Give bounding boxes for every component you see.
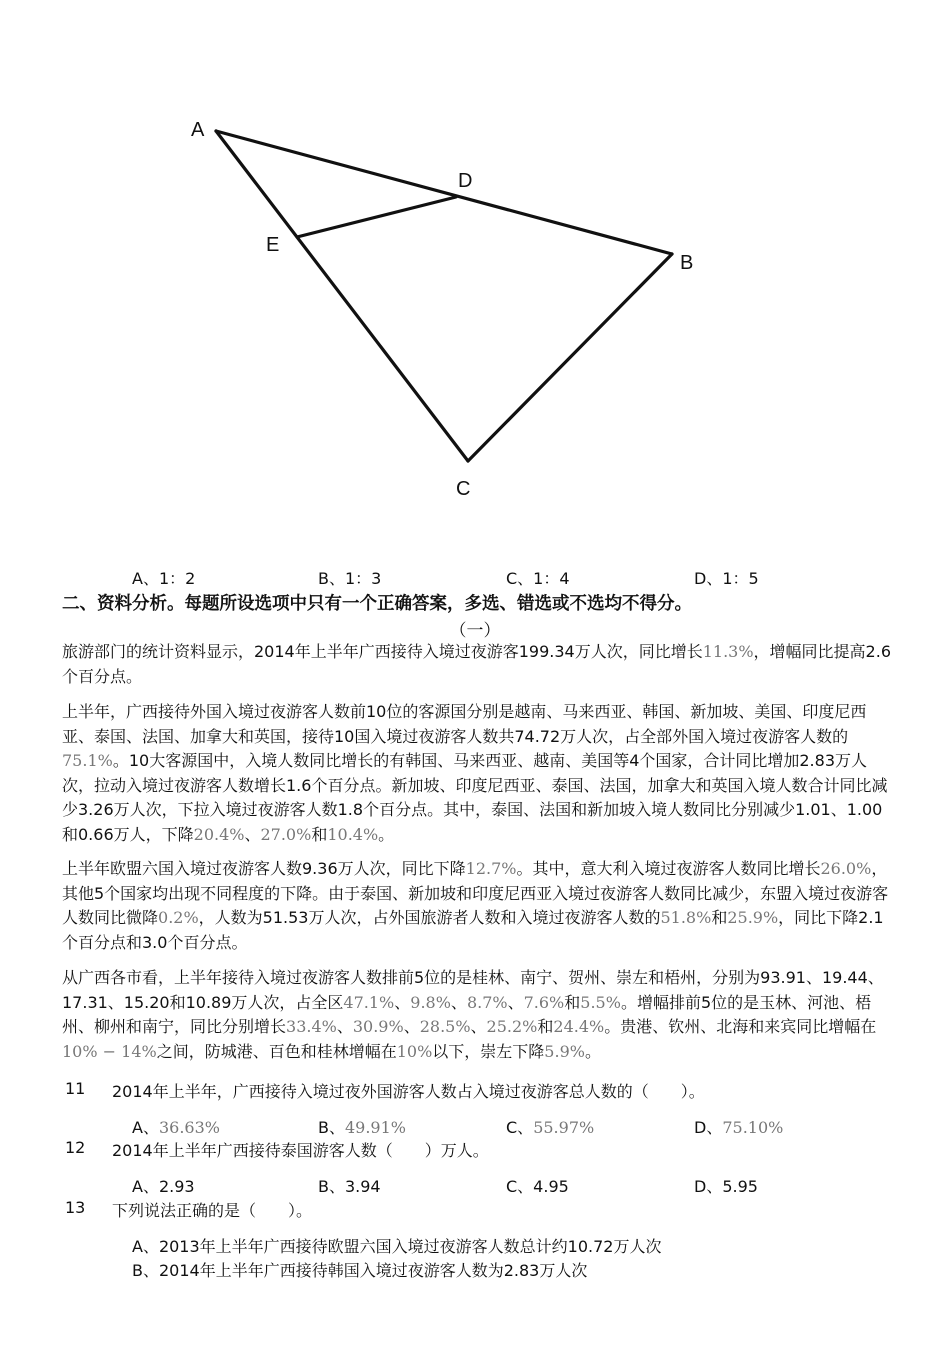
vertex-label-a: A [191, 119, 205, 141]
option-c[interactable]: C、4.95 [506, 1177, 569, 1196]
option-b[interactable]: B、1：3 [318, 569, 382, 588]
option-b[interactable]: B、3.94 [318, 1177, 381, 1196]
question-11-options [0, 1115, 950, 1137]
question-text: 下列说法正确的是（ ）。 [112, 1201, 313, 1220]
option-c[interactable]: C、1：4 [506, 569, 570, 588]
section-heading: 二、资料分析。每题所设选项中只有一个正确答案，多选、错选或不选均不得分。 [62, 594, 692, 614]
paragraph-3: 上半年欧盟六国入境过夜游客人数9.36万人次，同比下降12.7%。其中，意大利入境过夜游客人数同比增长26.0%，其他5个国家均出现不同程度的下降。由于泰国、新加坡和印度尼西亚入境过夜游客人数同比减少，东盟入境过夜游客人数同比微降0.2%，人数为51.53万人次，占外国旅游者人数和入境过夜游客人数的51.8%和25.9%，同比下降2.1个百分点和3.0个百分点。 [62, 859, 889, 952]
option-a[interactable]: A、2013年上半年广西接待欧盟六国入境过夜游客人数总计约10.72万人次 [132, 1237, 662, 1256]
subsection-title: （一） [449, 621, 501, 641]
vertex-label-c: C [456, 478, 471, 500]
vertex-label-e: E [266, 234, 280, 256]
option-d[interactable]: D、1：5 [694, 569, 759, 588]
question-13 [0, 1198, 950, 1220]
segment-de [297, 197, 456, 237]
triangle-figure [0, 0, 950, 560]
segment-bc [468, 254, 672, 461]
vertex-label-b: B [680, 252, 694, 274]
prev-question-options [0, 566, 950, 588]
option-b[interactable]: B、49.91% [318, 1118, 406, 1137]
option-a[interactable]: A、36.63% [132, 1118, 220, 1137]
paragraph-4: 从广西各市看，上半年接待入境过夜游客人数排前5位的是桂林、南宁、贺州、崇左和梧州，分别为93.91、19.44、17.31、15.20和10.89万人次，占全区47.1%、9.8%、8.7%、7.6%和5.5%。增幅排前5位的是玉林、河池、梧州、柳州和南宁，同比分别增长33.4%、30.9%、28.5%、25.2%和24.4%。贵港、钦州、北海和来宾同比增幅在10% − 14%之间，防城港、百色和桂林增幅在10%以下，崇左下降5.9%。 [62, 968, 884, 1061]
segment-ac [216, 131, 468, 461]
option-d[interactable]: D、75.10% [694, 1118, 784, 1137]
question-text: 2014年上半年，广西接待入境过夜外国游客人数占入境过夜游客总人数的（ ）。 [112, 1082, 705, 1101]
option-a[interactable]: A、2.93 [132, 1177, 195, 1196]
question-12-options [0, 1174, 950, 1196]
question-number: 12 [65, 1138, 86, 1157]
option-a[interactable]: A、1：2 [132, 569, 196, 588]
paragraph-2: 上半年，广西接待外国入境过夜游客人数前10位的客源国分别是越南、马来西亚、韩国、新加坡、美国、印度尼西亚、泰国、法国、加拿大和英国，接待10国入境过夜游客人数共74.72万人次，占全部外国入境过夜游客人数的75.1%。10大客源国中，入境人数同比增长的有韩国、马来西亚、越南、美国等4个国家，合计同比增加2.83万人次，拉动入境过夜游客人数增长1.6个百分点。新加坡、印度尼西亚、泰国、法国，加拿大和英国入境人数合计同比减少3.26万人次，下拉入境过夜游客人数1.8个百分点。其中，泰国、法国和新加坡入境人数同比分别减少1.01、1.00和0.66万人，下降20.4%、27.0%和10.4%。 [62, 702, 888, 844]
question-number: 11 [65, 1079, 86, 1098]
option-c[interactable]: C、55.97% [506, 1118, 595, 1137]
question-12 [0, 1138, 950, 1160]
option-b[interactable]: B、2014年上半年广西接待韩国入境过夜游客人数为2.83万人次 [132, 1261, 588, 1280]
segment-ab [216, 131, 672, 254]
question-11 [0, 1079, 950, 1101]
question-number: 13 [65, 1198, 86, 1217]
vertex-label-d: D [458, 170, 473, 192]
option-d[interactable]: D、5.95 [694, 1177, 758, 1196]
paragraph-1: 旅游部门的统计资料显示，2014年上半年广西接待入境过夜游客199.34万人次，同比增长11.3%，增幅同比提高2.6个百分点。 [62, 642, 891, 686]
question-text: 2014年上半年广西接待泰国游客人数（ ）万人。 [112, 1141, 489, 1160]
